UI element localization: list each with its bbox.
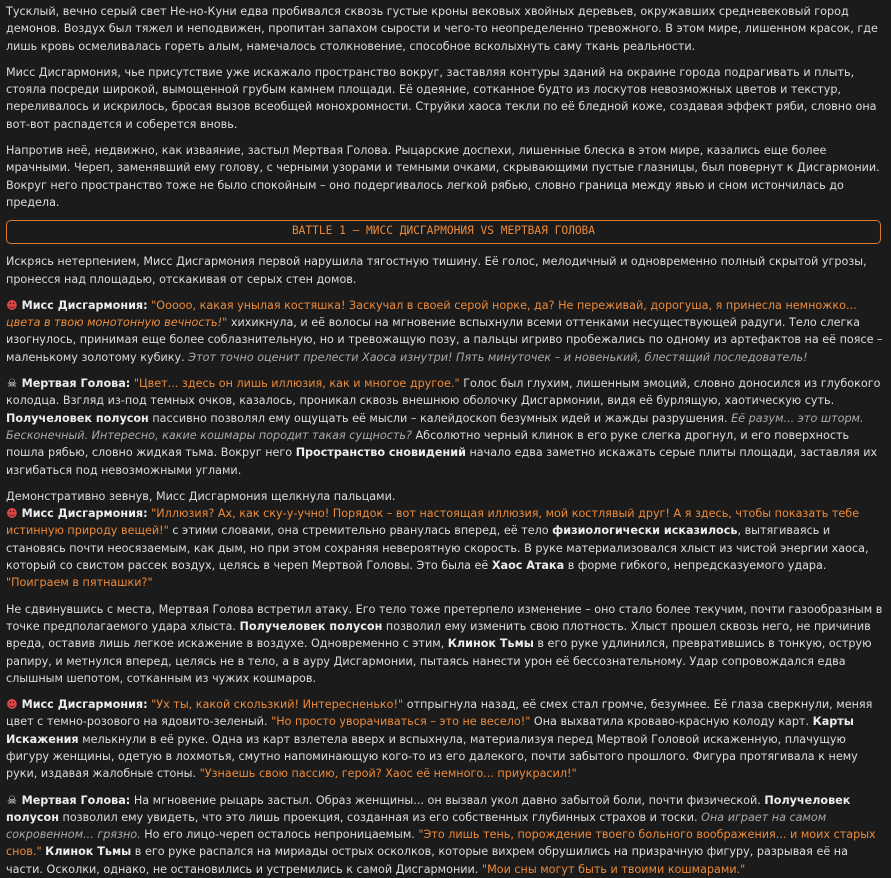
ability-name: Получеловек полусон <box>239 619 383 633</box>
speaker-name: Мисс Дисгармония: <box>21 298 148 312</box>
thought: Этот точно оценит прелести Хаоса изнутри! Пять минуточек – и новенький, блестящий последователь! <box>188 350 808 364</box>
narration: мелькнули в её руке. Одна из карт взлетела вверх и вспыхнула, материализуя перед Мертвой Головой искаженную, плачущую фигуру женщины, одетую в лохмотья, смутно напоминающую кого-то из его далекого, почти забытого прошлого. Фигура протягивала к нему руки, издавая жалобные стоны. <box>6 732 858 781</box>
quote: "Поиграем в пятнашки?" <box>6 576 153 590</box>
speaker-name: Мертвая Голова: <box>21 377 131 391</box>
quote: "Цвет... здесь он лишь иллюзия, как и многое другое." <box>133 377 460 391</box>
narration: в его руке удлинился, превратившись в тонкую, острую рапиру, и метнулся вперед, целясь не в тело, а в ауру Дисгармонии, пытаясь нанести урон её бессознательному. Удар сопровождался едва слышным шепотом, сотканным из чужих кошмаров. <box>6 637 872 685</box>
quote: "Узнаешь свою пассию, герой? Хаос её немного... приукрасил!" <box>199 767 577 781</box>
narration: позволил ему изменить свою плотность. Хлыст прошел сквозь него, не причинив вреда, оставив лишь легкое искажение в воздухе. Одновременно с этим, <box>6 619 871 651</box>
quote: "Но просто уворачиваться – это не весело!" <box>271 715 531 729</box>
ability-name: Клинок Тьмы <box>447 637 534 651</box>
quote: "Это лишь тень, порождение твоего больного воображения... и моих старых снов." <box>6 828 876 859</box>
ability-name: Карты Искажения <box>6 715 854 746</box>
quote: "Ух ты, какой скользкий! Интересненько!" <box>151 698 404 712</box>
ability-name: Получеловек полусон <box>6 411 149 425</box>
narration: Не сдвинувшись с места, Мертвая Голова встретил атаку. Его тело тоже претерпело изменение – оно стало более текучим, почти газообразным в точке предполагаемого удара хлыста. <box>6 602 883 633</box>
narration: Абсолютно черный клинок в его руке слегка дрогнул, и его поверхность пошла рябью, словно жидкая тьма. Вокруг него <box>6 428 850 460</box>
speaker-name: Мисс Дисгармония: <box>21 698 148 712</box>
narration: отпрыгнула назад, её смех стал громче, безумнее. Её глаза сверкнули, меняя цвет с темно-розового на ядовито-зеленый. <box>6 698 873 729</box>
dialogue-block-disharmony-1 <box>6 297 883 366</box>
ability-name: Клинок Тьмы <box>45 845 132 859</box>
narration: пассивно позволял ему ощущать её мысли – калейдоскоп безумных идей и жажды разрушения. <box>152 411 728 425</box>
narration: Голос был глухим, лишенным эмоций, словно доносился из глубокого колодца. Взгляд из-под темных очков, казалось, проникал сквозь внешнюю оболочку Дисгармонии, видя её бурлящую, хаотическую суть. <box>6 377 881 408</box>
paragraph-deadhead-counter <box>6 601 883 687</box>
narration: с этими словами, она стремительно рванулась вперед, её тело <box>172 524 549 538</box>
narration: Она выхватила кроваво-красную колоду карт. <box>533 715 809 729</box>
paragraph-intro-world <box>6 3 883 55</box>
skull-icon: ☠ <box>6 377 18 391</box>
quote: "Мои сны могут быть и твоими кошмарами." <box>481 862 746 876</box>
narration: в форме гибкого, непредсказуемого удара. <box>567 559 827 573</box>
narration: На мгновение рыцарь застыл. Образ женщины... он вызвал укол давно забытой боли, почти физической. <box>133 793 761 807</box>
paragraph-intro-deadhead <box>6 142 883 211</box>
paragraph-text: Искрясь нетерпением, Мисс Дисгармония первой нарушила тягостную тишину. Её голос, мелодичный и одновременно полный скрытой угрозы, пронесся над площадью, отскакивая от серых стен домов. <box>6 255 867 286</box>
paragraph-text: Мисс Дисгармония, чье присутствие уже искажало пространство вокруг, заставляя контуры зданий на окраине города подрагивать и плыть, стояла посреди широкой, вымощенной грубым камнем площади. Её одеяние, сотканное будто из лоскутов невозможных цветов и текстур, переливалось и искрилось, бросая вызов всеобщей монохромности. Струйки хаоса текли по её бледной коже, создавая эффект ряби, словно она вот-вот распадется и соберется вновь. <box>6 65 877 131</box>
paragraph-text: Напротив неё, недвижно, как изваяние, застыл Мертвая Голова. Рыцарские доспехи, лишенные блеска в этом мире, казались еще более мрачными. Череп, заменявший ему голову, с черными узорами и темными очками, скрывающими пустые глазницы, был повернут к Дисгармонии. Вокруг него пространство тоже не было спокойным – оно подергивалось легкой рябью, словно граница между явью и сном истончилась до предела. <box>6 144 880 209</box>
thought: Она играет на самом сокровенном... грязно. <box>6 810 827 842</box>
narration: позволил ему увидеть, что это лишь проекция, созданная из его собственных глубинных страхов и тоски. <box>62 810 698 824</box>
skull-icon: ☠ <box>6 793 18 807</box>
dialogue-block-disharmony-3 <box>6 696 883 782</box>
dialogue-block-disharmony-2 <box>6 488 883 592</box>
ability-name: физиологически исказилось <box>552 524 738 538</box>
narration: хихикнула, и её волосы на мгновение вспыхнули всеми оттенками несуществующей радуги. Тело слегка изогнулось, принимая еще более соблазнительную, но и тревожащую позу, а пальцы игриво пробежались по одному из артефактов на её поясе – маленькому золотому кубику. <box>6 316 883 364</box>
narration: начало едва заметно искажать серые плиты площади, заставляя их изгибаться под невозможными углами. <box>6 446 878 477</box>
dialogue-block-deadhead-1 <box>6 375 883 479</box>
devil-face-icon: ☻ <box>6 298 18 312</box>
speaker-name: Мисс Дисгармония: <box>21 507 148 521</box>
quote: "Иллюзия? Ах, как ску-у-учно! Порядок – вот настоящая иллюзия, мой костлявый друг! А я здесь, чтобы показать тебе истинную природу вещей!" <box>6 507 860 538</box>
paragraph-text: Тусклый, вечно серый свет Не-но-Куни едва пробивался сквозь густые кроны вековых хвойных деревьев, окружавших средневековый город демонов. Воздух был тяжел и неподвижен, пропитан запахом сырости и чего-то неопределенно тревожного. В этом мире, лишенном красок, где лишь кровь осмеливалась гореть алым, намечалось столкновение, способное всколыхнуть саму ткань реальности. <box>6 5 878 53</box>
dialogue-block-deadhead-2 <box>6 792 883 878</box>
narration: Но его лицо-череп осталось непроницаемым. <box>144 828 415 842</box>
narration: , вытягиваясь и становясь почти неосязаемым, как дым, но при этом сохраняя невероятную скорость. В руке материализовался хлыст из чистой энергии хаоса, который со свистом рассек воздух, целясь в череп Мертвой Головы. Это была её <box>6 524 869 573</box>
paragraph-intro-disharmony <box>6 64 883 133</box>
quote-italic: цвета в твою монотонную вечность!" <box>6 316 228 330</box>
battle-banner: BATTLE 1 – МИСС ДИСГАРМОНИЯ VS МЕРТВАЯ ГОЛОВА <box>6 220 881 244</box>
ability-name: Хаос Атака <box>491 559 565 573</box>
narration: в его руке распался на мириады острых осколков, которые вихрем обрушились на призрачную фигуру, разрывая её на части. Осколки, однако, не остановились и устремились к самой Дисгармонии. <box>6 845 848 876</box>
devil-face-icon: ☻ <box>6 698 18 712</box>
devil-face-icon: ☻ <box>6 507 18 521</box>
thought: Её разум... это шторм. Бесконечный. Интересно, какие кошмары породит такая сущность? <box>6 411 864 442</box>
ability-name: Получеловек полусон <box>6 793 851 824</box>
quote: "Ооооо, какая унылая костяшка! Заскучал в своей серой норке, да? Не переживай, дорогуша, я принесла немножко... <box>151 298 857 312</box>
narration: Демонстративно зевнув, Мисс Дисгармония щелкнула пальцами. <box>6 489 396 503</box>
paragraph-battle-start <box>6 253 883 288</box>
speaker-name: Мертвая Голова: <box>21 793 131 807</box>
ability-name: Пространство сновидений <box>295 446 466 460</box>
